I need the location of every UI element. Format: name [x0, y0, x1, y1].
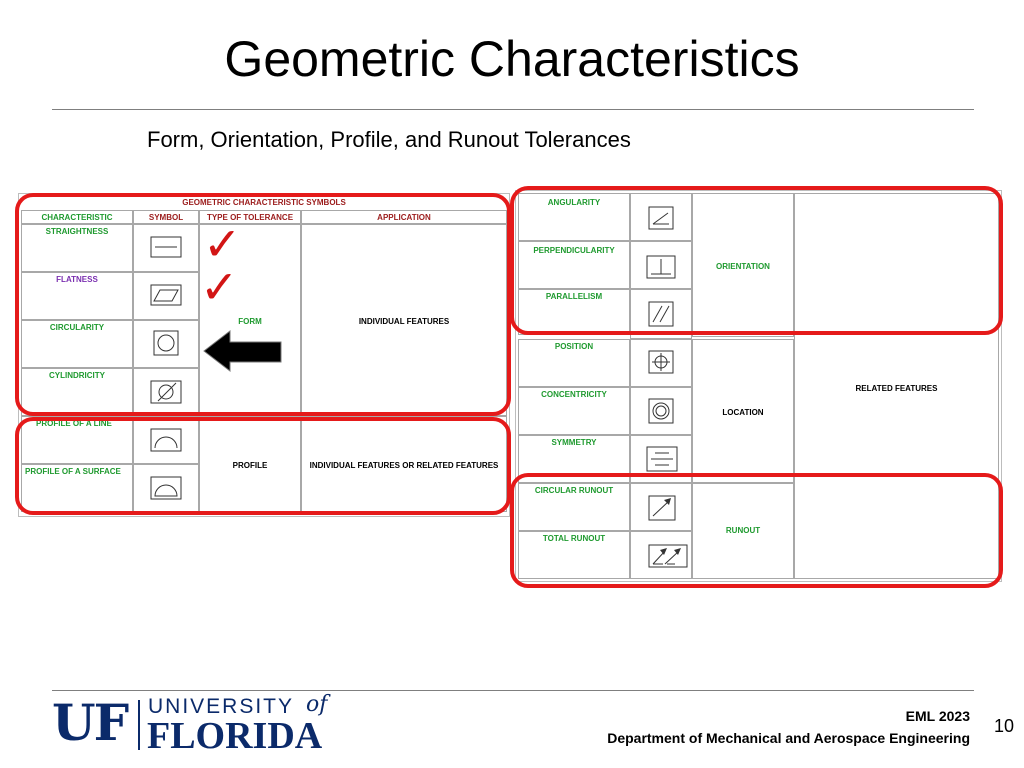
table-row: CONCENTRICITY	[518, 387, 630, 435]
circular-runout-symbol	[630, 483, 692, 531]
table-row: PARALLELISM	[518, 289, 630, 335]
table-row: ANGULARITY	[518, 193, 630, 241]
location-type-cell: LOCATION	[692, 339, 794, 483]
position-symbol	[630, 339, 692, 387]
circularity-symbol	[133, 320, 199, 368]
perpendicularity-symbol	[630, 241, 692, 289]
form-type-cell: FORM	[199, 224, 301, 416]
profile-surface-symbol	[133, 464, 199, 512]
right-symbol-table	[515, 190, 1002, 582]
page-number: 10	[994, 716, 1015, 736]
title-divider	[52, 109, 974, 110]
table-row: TOTAL RUNOUT	[518, 531, 630, 579]
straightness-symbol	[133, 224, 199, 272]
table-heading: GEOMETRIC CHARACTERISTIC SYMBOLS	[182, 198, 346, 207]
table-row: PROFILE OF A LINE	[21, 416, 133, 464]
checkmark-icon: ✓	[203, 217, 242, 271]
course-info	[607, 705, 970, 749]
flatness-symbol	[133, 272, 199, 320]
column-header: CHARACTERISTIC	[21, 210, 133, 224]
table-row: PERPENDICULARITY	[518, 241, 630, 289]
profile-line-symbol	[133, 416, 199, 464]
column-header: SYMBOL	[133, 210, 199, 224]
parallelism-symbol	[630, 289, 692, 339]
checkmark-icon: ✓	[200, 260, 239, 314]
symmetry-symbol	[630, 435, 692, 483]
table-row: CIRCULAR RUNOUT	[518, 483, 630, 531]
cylindricity-symbol	[133, 368, 199, 416]
related-features-cell: RELATED FEATURES	[794, 193, 999, 579]
form-application-cell: INDIVIDUAL FEATURES	[301, 224, 507, 416]
slide-title: Geometric Characteristics	[224, 31, 800, 87]
orientation-type-cell: ORIENTATION	[692, 193, 794, 337]
table-row: FLATNESS	[21, 272, 133, 320]
profile-type-cell: PROFILE	[199, 416, 301, 512]
table-row: STRAIGHTNESS	[21, 224, 133, 272]
concentricity-symbol	[630, 387, 692, 435]
footer-divider	[52, 690, 974, 691]
column-header: TYPE OF TOLERANCE	[199, 210, 301, 224]
table-row: SYMMETRY	[518, 435, 630, 483]
runout-type-cell: RUNOUT	[692, 483, 794, 579]
table-row: PROFILE OF A SURFACE	[21, 464, 133, 512]
angularity-symbol	[630, 193, 692, 241]
arrow-left-icon	[200, 327, 286, 377]
course-code: EML 2023	[905, 708, 970, 724]
profile-application-cell: INDIVIDUAL FEATURES OR RELATED FEATURES	[301, 416, 507, 512]
slide-subtitle: Form, Orientation, Profile, and Runout Tolerances	[147, 127, 631, 152]
column-header: APPLICATION	[301, 210, 507, 224]
total-runout-symbol	[630, 531, 692, 579]
uf-logo: UF UNIVERSITY of FLORIDA	[52, 692, 328, 757]
table-row: CYLINDRICITY	[21, 368, 133, 416]
table-row: POSITION	[518, 339, 630, 387]
table-row: CIRCULARITY	[21, 320, 133, 368]
department-name: Department of Mechanical and Aerospace Engineering	[607, 730, 970, 746]
